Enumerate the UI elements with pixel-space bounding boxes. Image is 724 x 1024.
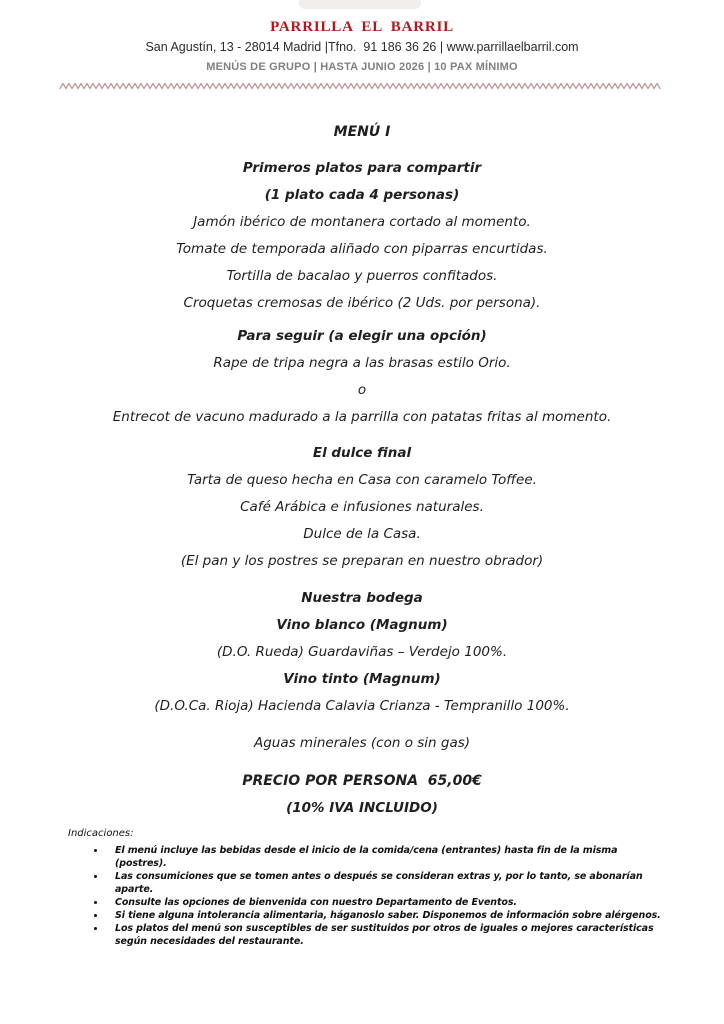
footer-note: • Los platos del menú son susceptibles de ser sustituidos por otros de iguales o mejores características según necesidades del restaurante. — [106, 922, 663, 948]
bakery-note: (El pan y los postres se preparan en nuestro obrador) — [180, 553, 544, 569]
footer-notes-list — [68, 844, 668, 948]
desserts-heading: El dulce final — [312, 445, 412, 461]
desserts-item: Café Arábica e infusiones naturales. — [240, 499, 484, 515]
menu-info-line: MENÚS DE GRUPO | HASTA JUNIO 2026 | 10 PAX MÍNIMO — [206, 61, 518, 73]
wine-label: Vino blanco (Magnum) — [276, 617, 448, 633]
mains-heading: Para seguir (a elegir una opción) — [237, 328, 487, 344]
starters-item: Jamón ibérico de montanera cortado al momento. — [193, 214, 531, 230]
starters-note: (1 plato cada 4 personas) — [264, 187, 460, 203]
course-separator: o — [357, 382, 367, 398]
footer-note: • Las consumiciones que se tomen antes o después se consideran extras y, por lo tanto, se abonarían aparte. — [106, 870, 663, 896]
menu-title: MENÚ I — [333, 124, 391, 140]
address-line: San Agustín, 13 - 28014 Madrid |Tfno. 91 186 36 26 | www.parrillaelbarril.com — [145, 40, 579, 54]
wavy-divider — [59, 81, 665, 91]
indications-footer — [68, 828, 668, 948]
document-header — [0, 0, 724, 91]
wine-label: Vino tinto (Magnum) — [283, 671, 441, 687]
wine-detail: (D.O.Ca. Rioja) Hacienda Calavia Crianza - Tempranillo 100%. — [154, 698, 570, 714]
footer-title: Indicaciones: — [68, 828, 134, 839]
partial-logo-top — [299, 0, 421, 9]
desserts-item: Tarta de queso hecha en Casa con caramelo Toffee. — [187, 472, 537, 488]
restaurant-name: PARRILLA EL BARRIL — [270, 19, 454, 35]
wine-detail: (D.O. Rueda) Guardaviñas – Verdejo 100%. — [216, 644, 508, 660]
footer-note: • El menú incluye las bebidas desde el inicio de la comida/cena (entrantes) hasta fin de la misma (postres). — [106, 844, 663, 870]
vat-line: (10% IVA INCLUIDO) — [286, 800, 438, 816]
footer-note: • Consulte las opciones de bienvenida con nuestro Departamento de Eventos. — [106, 896, 663, 909]
water-line: Aguas minerales (con o sin gas) — [253, 735, 471, 751]
cellar-heading: Nuestra bodega — [301, 590, 423, 606]
mains-option: Entrecot de vacuno madurado a la parrilla con patatas fritas al momento. — [112, 409, 612, 425]
starters-item: Tortilla de bacalao y puerros confitados. — [226, 268, 498, 284]
mains-option: Rape de tripa negra a las brasas estilo Orio. — [213, 355, 511, 371]
price-line: PRECIO POR PERSONA 65,00€ — [242, 773, 482, 789]
starters-item: Tomate de temporada aliñado con piparras encurtidas. — [176, 241, 548, 257]
desserts-item: Dulce de la Casa. — [303, 526, 421, 542]
menu-body — [0, 125, 724, 815]
starters-heading: Primeros platos para compartir — [242, 160, 482, 176]
footer-note: • Si tiene alguna intolerancia alimentaria, háganoslo saber. Disponemos de información sobre alérgenos. — [106, 909, 663, 922]
starters-item: Croquetas cremosas de ibérico (2 Uds. por persona). — [183, 295, 541, 311]
